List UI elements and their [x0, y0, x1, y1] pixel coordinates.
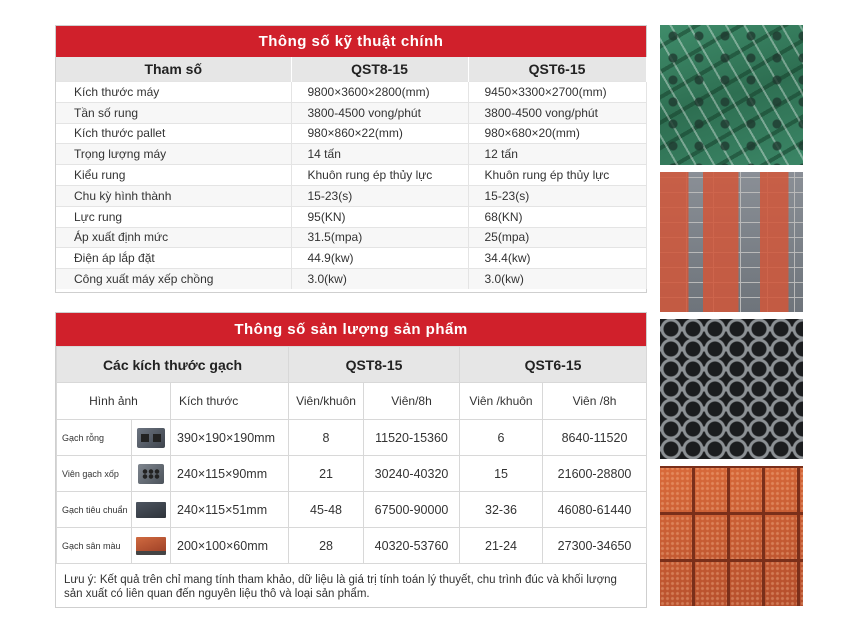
spec-param: Kích thước pallet [56, 123, 291, 144]
spec-param: Chu kỳ hình thành [56, 185, 291, 206]
spec-param: Kiểu rung [56, 165, 291, 186]
spec-value-b: 15-23(s) [468, 185, 646, 206]
color-paver-icon [136, 537, 166, 555]
brick-name: Gạch rỗng [57, 420, 132, 456]
group-header-sizes: Các kích thước gạch [57, 347, 289, 383]
brick-size: 200×100×60mm [171, 528, 289, 564]
b-per-mold: 32-36 [460, 492, 543, 528]
spec-row [56, 102, 646, 123]
spec-value-b: 25(mpa) [468, 227, 646, 248]
brick-image [132, 420, 171, 456]
spec-param: Kích thước máy [56, 82, 291, 103]
a-per-8h: 40320-53760 [364, 528, 460, 564]
spec-value-a: 980×860×22(mm) [291, 123, 468, 144]
brick-size: 390×190×190mm [171, 420, 289, 456]
b-per-8h: 27300-34650 [543, 528, 647, 564]
brick-name: Viên gạch xốp [57, 456, 132, 492]
spec-row [56, 206, 646, 227]
sub-header-a-8h: Viên/8h [364, 383, 460, 420]
a-per-8h: 11520-15360 [364, 420, 460, 456]
standard-brick-icon [136, 502, 166, 518]
green-paver-photo [660, 25, 803, 165]
spec-param: Điện áp lắp đặt [56, 248, 291, 269]
a-per-mold: 28 [289, 528, 364, 564]
spec-table [56, 57, 647, 289]
b-per-8h: 46080-61440 [543, 492, 647, 528]
output-title: Thông số sản lượng sản phẩm [56, 313, 646, 346]
spec-param: Lực rung [56, 206, 291, 227]
spec-value-b: Khuôn rung ép thủy lực [468, 165, 646, 186]
brick-image [132, 528, 171, 564]
spec-value-b: 68(KN) [468, 206, 646, 227]
a-per-mold: 45-48 [289, 492, 364, 528]
spec-value-b: 9450×3300×2700(mm) [468, 82, 646, 103]
sub-header-a-mold: Viên/khuôn [289, 383, 364, 420]
b-per-8h: 8640-11520 [543, 420, 647, 456]
spec-value-a: 95(KN) [291, 206, 468, 227]
a-per-mold: 21 [289, 456, 364, 492]
output-row [57, 492, 647, 528]
spec-value-a: 9800×3600×2800(mm) [291, 82, 468, 103]
red-textured-tile-photo [660, 466, 803, 606]
porous-brick-icon [138, 464, 164, 484]
group-header-model-a: QST8-15 [289, 347, 460, 383]
spec-value-a: 14 tấn [291, 144, 468, 165]
spec-param: Trọng lượng máy [56, 144, 291, 165]
spec-row [56, 269, 646, 289]
sub-header-size: Kích thước [171, 383, 289, 420]
spec-value-a: 15-23(s) [291, 185, 468, 206]
output-row [57, 528, 647, 564]
a-per-8h: 67500-90000 [364, 492, 460, 528]
spec-row [56, 123, 646, 144]
group-header-model-b: QST6-15 [460, 347, 647, 383]
spec-row [56, 165, 646, 186]
brick-size: 240×115×51mm [171, 492, 289, 528]
spec-value-a: Khuôn rung ép thủy lực [291, 165, 468, 186]
spec-value-b: 3800-4500 vong/phút [468, 102, 646, 123]
note-text: Lưu ý: Kết quả trên chỉ mang tính tham khảo, dữ liệu là giá trị tính toán lý thuyết, chu trình đúc và khối lượng sản xuất có liên quan đến nguyên liệu thô và loại sản phẩm. [64, 574, 617, 600]
output-row [57, 456, 647, 492]
spec-value-a: 31.5(mpa) [291, 227, 468, 248]
brick-image [132, 492, 171, 528]
spec-row [56, 82, 646, 103]
spec-value-a: 3800-4500 vong/phút [291, 102, 468, 123]
b-per-mold: 6 [460, 420, 543, 456]
spec-value-a: 3.0(kw) [291, 269, 468, 289]
brick-image [132, 456, 171, 492]
spec-param: Áp xuất định mức [56, 227, 291, 248]
a-per-8h: 30240-40320 [364, 456, 460, 492]
spec-header-param: Tham số [56, 57, 291, 82]
spec-row [56, 248, 646, 269]
output-table [56, 346, 647, 564]
a-per-mold: 8 [289, 420, 364, 456]
output-row [57, 420, 647, 456]
b-per-mold: 21-24 [460, 528, 543, 564]
brick-size: 240×115×90mm [171, 456, 289, 492]
spec-value-b: 3.0(kw) [468, 269, 646, 289]
spec-header-model-b: QST6-15 [468, 57, 646, 82]
b-per-mold: 15 [460, 456, 543, 492]
red-gray-paver-photo [660, 172, 803, 312]
spec-row [56, 144, 646, 165]
brick-name: Gạch tiêu chuẩn [57, 492, 132, 528]
hollow-brick-icon [137, 428, 165, 448]
output-panel [55, 312, 647, 608]
spec-value-a: 44.9(kw) [291, 248, 468, 269]
spec-row [56, 227, 646, 248]
spec-value-b: 12 tấn [468, 144, 646, 165]
b-per-8h: 21600-28800 [543, 456, 647, 492]
hexagon-grass-paver-photo [660, 319, 803, 459]
spec-value-b: 980×680×20(mm) [468, 123, 646, 144]
spec-title: Thông số kỹ thuật chính [56, 26, 646, 57]
sub-header-image: Hình ảnh [57, 383, 171, 420]
sub-header-b-mold: Viên /khuôn [460, 383, 543, 420]
spec-param: Công xuất máy xếp chồng [56, 269, 291, 289]
spec-param: Tần số rung [56, 102, 291, 123]
spec-header-model-a: QST8-15 [291, 57, 468, 82]
spec-value-b: 34.4(kw) [468, 248, 646, 269]
spec-panel [55, 25, 647, 293]
brick-name: Gạch sân màu [57, 528, 132, 564]
spec-row [56, 185, 646, 206]
sub-header-b-8h: Viên /8h [543, 383, 647, 420]
